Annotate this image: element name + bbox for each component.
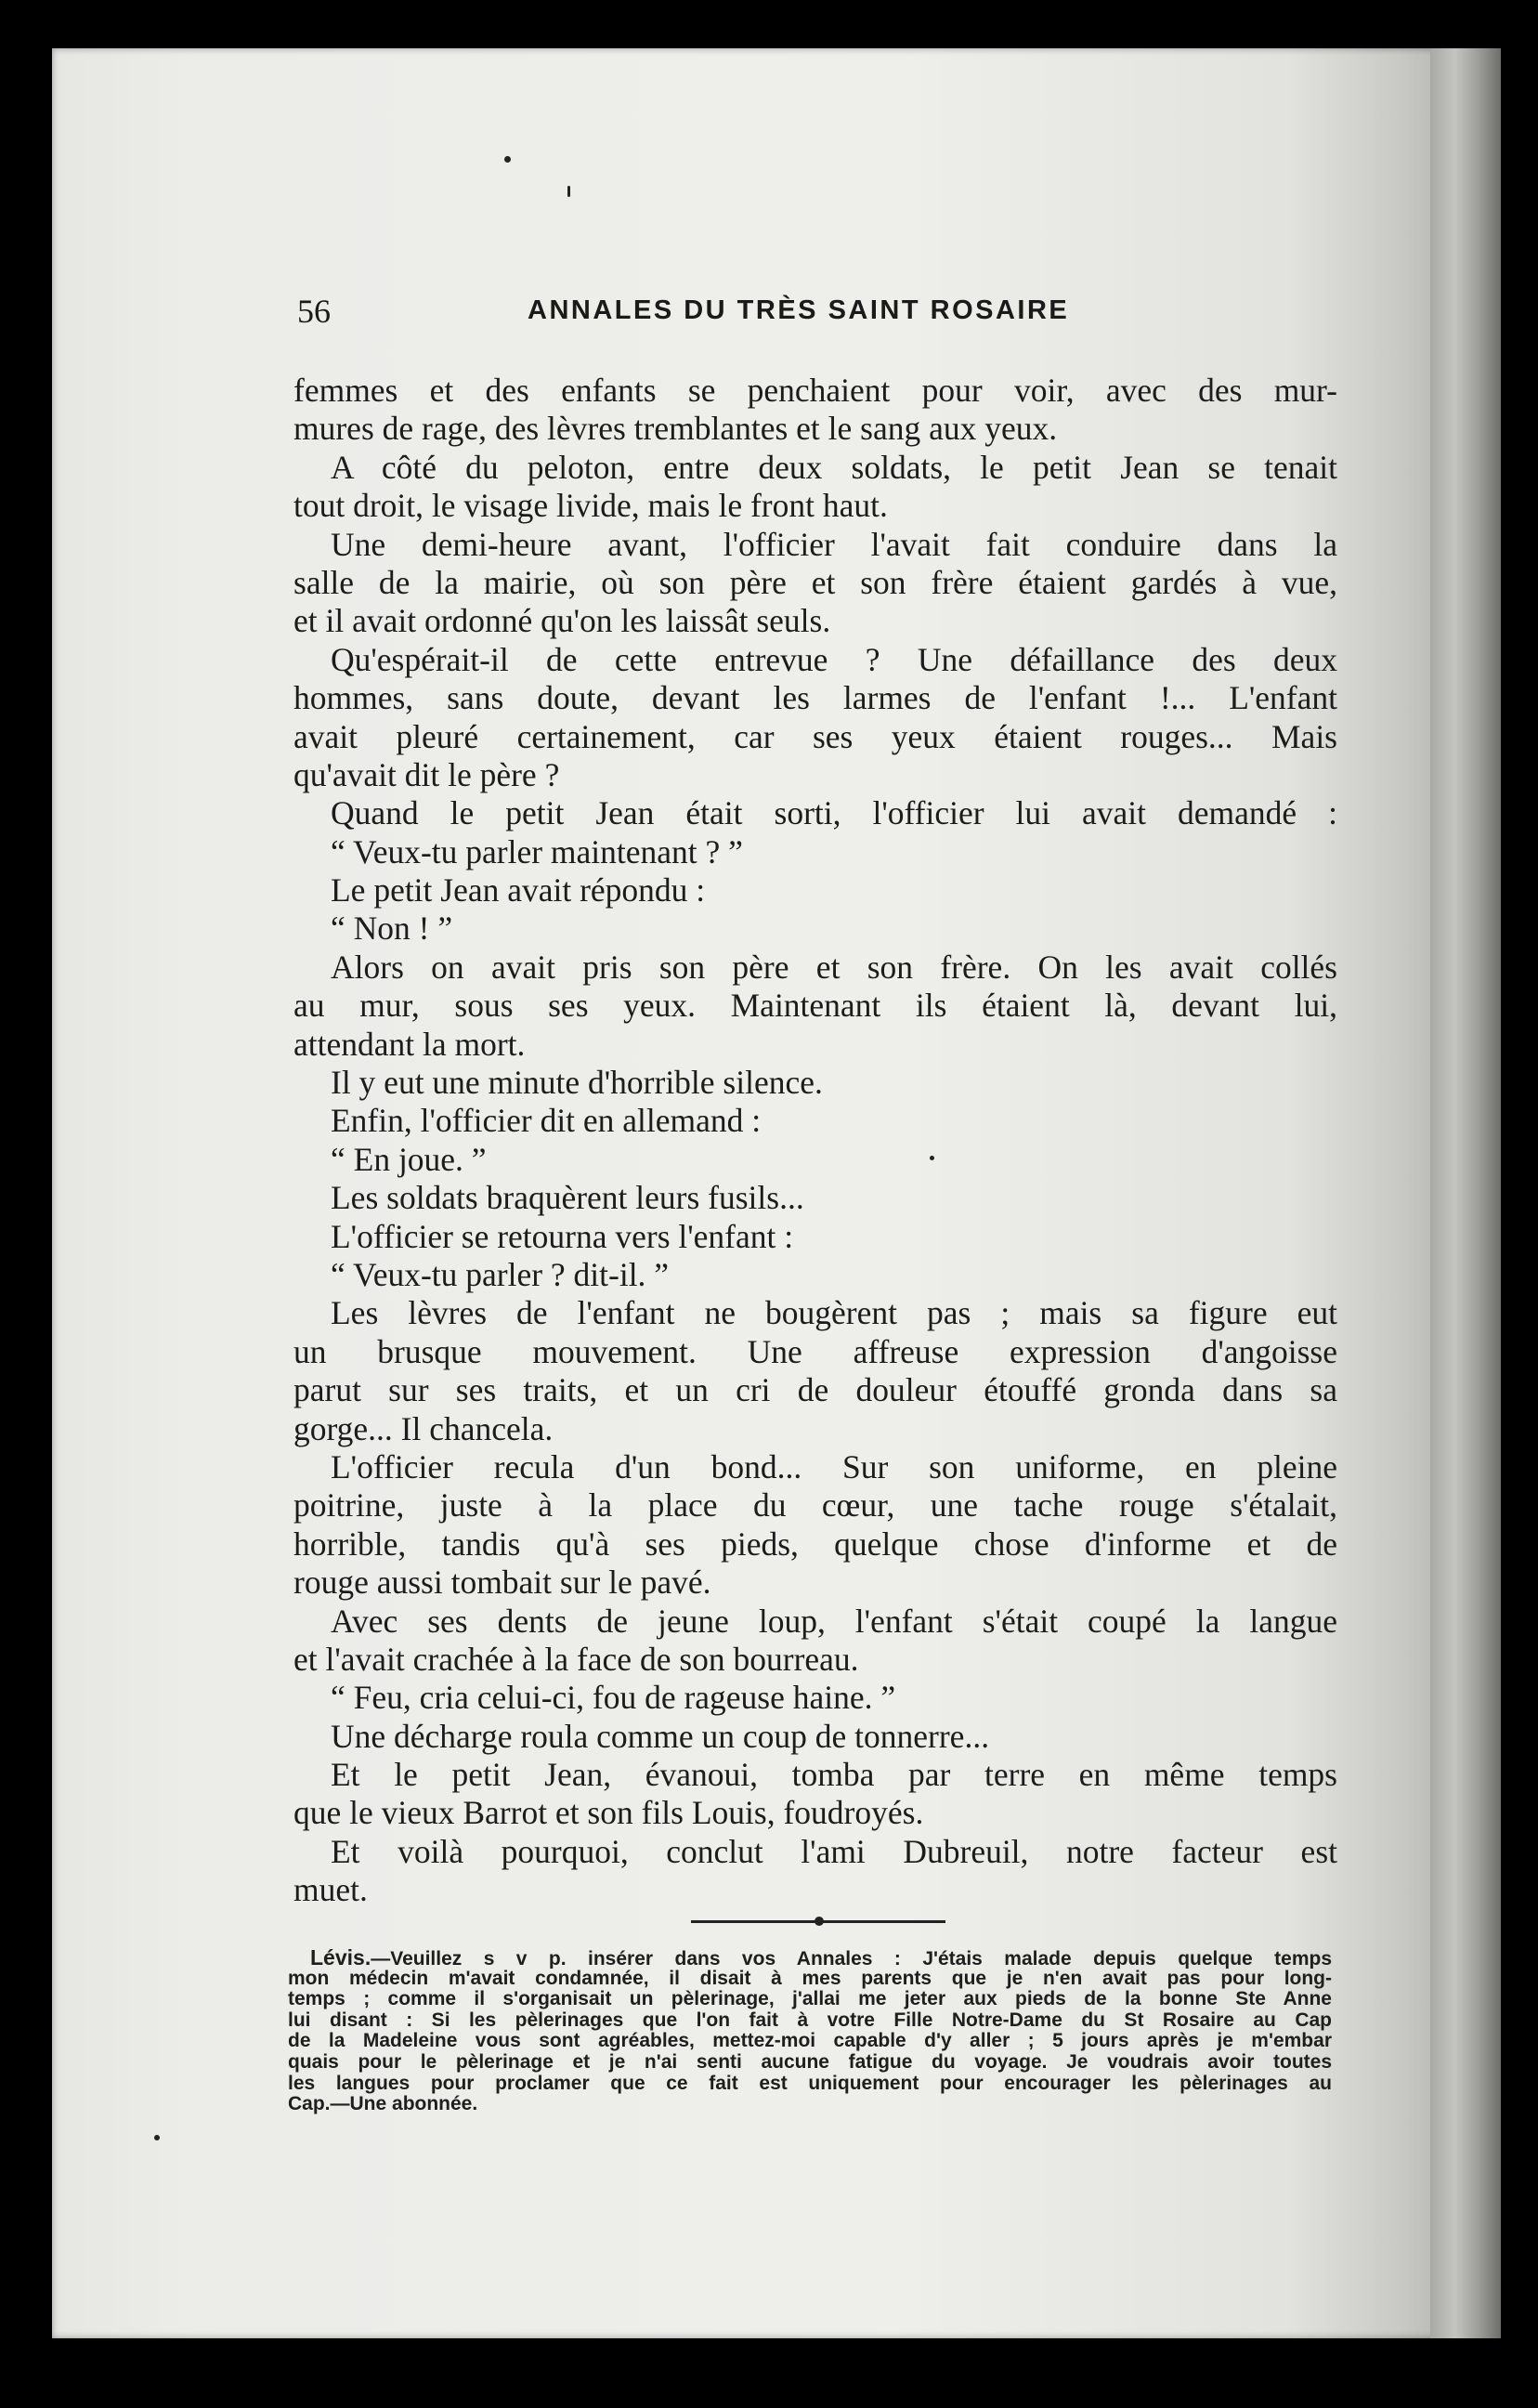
text-line: Les lèvres de l'enfant ne bougèrent pas ; mais sa figure eut (331, 1294, 1337, 1332)
text-line: Et voilà pourquoi, conclut l'ami Dubreuil, notre facteur est (331, 1832, 1337, 1870)
text-line: Alors on avait pris son père et son frère. On les avait collés (331, 948, 1337, 986)
book-spine-edge (1430, 48, 1501, 2338)
footnote-line: les langues pour proclamer que ce fait est uniquement pour encourager les pèlerinages au (288, 2073, 1332, 2094)
footnote-line: temps ; comme il s'organisait un pèlerinage, j'allai me jeter aux pieds de la bonne Ste Anne (288, 1989, 1332, 2010)
text-line: Et le petit Jean, évanoui, tomba par terre en même temps (331, 1756, 1337, 1794)
text-line: muet. (293, 1871, 368, 1909)
text-line: A côté du peloton, entre deux soldats, le petit Jean se tenait (331, 448, 1337, 486)
footnote-line: Cap.—Une abonnée. (288, 2094, 478, 2115)
page-number: 56 (297, 293, 331, 330)
ink-speck (504, 156, 511, 163)
text-line: “ Veux-tu parler maintenant ? ” (331, 832, 743, 870)
text-line: rouge aussi tombait sur le pavé. (293, 1564, 711, 1602)
text-line: mures de rage, des lèvres tremblantes et le sang aux yeux. (293, 410, 1058, 448)
text-line: avait pleuré certainement, car ses yeux étaient rouges... Mais (293, 717, 1337, 755)
text-line: L'officier se retourna vers l'enfant : (331, 1217, 794, 1255)
text-line: “ Feu, cria celui-ci, fou de rageuse haine. ” (331, 1679, 896, 1717)
footnote-line: quais pour le pèlerinage et je n'ai senti aucune fatigue du voyage. Je voudrais avoir toutes (288, 2051, 1332, 2073)
ink-speck (567, 186, 570, 197)
text-line: parut sur ses traits, et un cri de douleur étouffé gronda dans sa (293, 1371, 1337, 1409)
text-line: Le petit Jean avait répondu : (331, 871, 706, 910)
text-line: Quand le petit Jean était sorti, l'officier lui avait demandé : (331, 794, 1337, 832)
text-line: au mur, sous ses yeux. Maintenant ils étaient là, devant lui, (293, 987, 1337, 1025)
running-head: ANNALES DU TRÈS SAINT ROSAIRE (528, 295, 1070, 325)
text-line: Les soldats braquèrent leurs fusils... (331, 1179, 804, 1217)
text-line: “ En joue. ” (331, 1140, 487, 1178)
text-line: Une décharge roula comme un coup de tonnerre... (331, 1717, 990, 1755)
text-line: hommes, sans doute, devant les larmes de l'enfant !... L'enfant (293, 679, 1337, 717)
text-line: poitrine, juste à la place du cœur, une tache rouge s'étalait, (293, 1486, 1337, 1525)
text-line: attendant la mort. (293, 1025, 526, 1063)
text-line: femmes et des enfants se penchaient pour voir, avec des mur- (293, 372, 1337, 409)
text-line: et l'avait crachée à la face de son bourreau. (293, 1640, 859, 1678)
footnote-label: Lévis. (310, 1947, 371, 1969)
ink-speck (154, 2135, 160, 2140)
article-body (293, 372, 1337, 1910)
text-line: un brusque mouvement. Une affreuse expression d'angoisse (293, 1332, 1337, 1370)
footnote-line (288, 1947, 1332, 1969)
page-header (297, 292, 1402, 334)
text-line: Enfin, l'officier dit en allemand : (331, 1102, 762, 1140)
text-line: Il y eut une minute d'horrible silence. (331, 1064, 823, 1102)
text-line: horrible, tandis qu'à ses pieds, quelque chose d'informe et de (293, 1525, 1337, 1563)
text-line: salle de la mairie, où son père et son frère étaient gardés à vue, (293, 563, 1337, 601)
reader-testimonial (288, 1947, 1332, 2115)
text-line: et il avait ordonné qu'on les laissât seuls. (293, 602, 831, 640)
text-line: Une demi-heure avant, l'officier l'avait fait conduire dans la (331, 525, 1337, 563)
text-line: “ Non ! ” (331, 910, 453, 948)
footnote-line: lui disant : Si les pèlerinages que l'on fait à votre Fille Notre-Dame du St Rosaire au Cap (288, 2009, 1332, 2031)
text-line: qu'avait dit le père ? (293, 755, 560, 793)
divider-ornament (815, 1917, 824, 1926)
footnote-text: —Veuillez s v p. insérer dans vos Annales : J'étais malade depuis quelque temps (371, 1948, 1332, 1969)
text-line: “ Veux-tu parler ? dit-il. ” (331, 1255, 670, 1293)
text-line: L'officier recula d'un bond... Sur son uniforme, en pleine (331, 1447, 1337, 1485)
text-line: que le vieux Barrot et son fils Louis, foudroyés. (293, 1794, 924, 1832)
text-line: Avec ses dents de jeune loup, l'enfant s'était coupé la langue (331, 1602, 1337, 1640)
text-line: gorge... Il chancela. (293, 1409, 554, 1447)
footnote-line: de la Madeleine vous sont agréables, mettez-moi capable d'y aller ; 5 jours après je m'embar (288, 2031, 1332, 2052)
footnote-line: mon médecin m'avait condamnée, il disait à mes parents que je n'en avait pas pour long- (288, 1968, 1332, 1989)
text-line: Qu'espérait-il de cette entrevue ? Une défaillance des deux (331, 640, 1337, 678)
text-line: tout droit, le visage livide, mais le front haut. (293, 487, 888, 525)
